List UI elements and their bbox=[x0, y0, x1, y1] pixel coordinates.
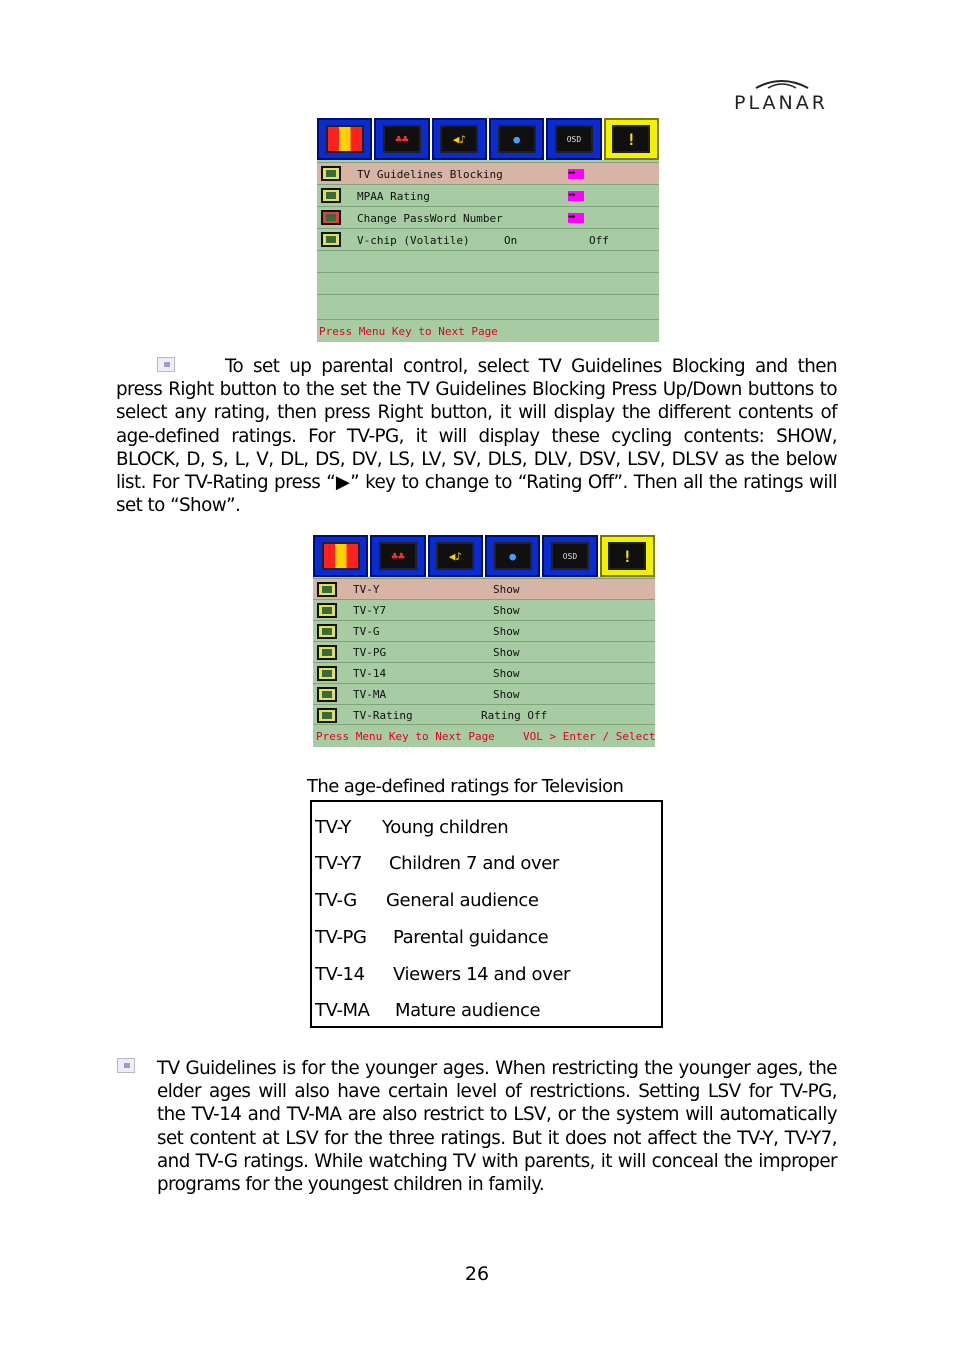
arrow-right-icon: ➡ bbox=[568, 191, 588, 201]
rating-description: Children 7 and over bbox=[389, 853, 559, 874]
rating-label: TV-Y7 bbox=[353, 604, 387, 617]
tab-people[interactable] bbox=[370, 535, 425, 577]
rating-description: Mature audience bbox=[395, 1000, 541, 1021]
v-chip-option-on[interactable]: On bbox=[504, 234, 518, 247]
logo-text: PLANAR bbox=[734, 92, 828, 114]
menu-item-tv-guidelines-blocking[interactable] bbox=[317, 162, 659, 184]
rating-row-tv-pg[interactable] bbox=[313, 641, 655, 662]
rating-value[interactable]: Show bbox=[493, 604, 520, 617]
bullet-icon bbox=[117, 1058, 135, 1073]
osd-menu-parental bbox=[317, 118, 659, 342]
tab-globe[interactable] bbox=[489, 118, 544, 160]
footer-hint: Press Menu Key to Next Page bbox=[316, 730, 495, 743]
arrow-right-icon: ➡ bbox=[568, 213, 588, 223]
rating-description: Viewers 14 and over bbox=[393, 964, 571, 985]
rating-row-tv-y7[interactable] bbox=[313, 599, 655, 620]
people-icon: ♣♣ bbox=[383, 125, 421, 153]
tab-parental[interactable] bbox=[604, 118, 659, 160]
tab-globe[interactable] bbox=[485, 535, 540, 577]
tab-picture[interactable] bbox=[317, 118, 372, 160]
people-icon: ♣♣ bbox=[379, 542, 417, 570]
paragraph-parental-setup: To set up parental control, select TV Guidelines Blocking and then press Right button to the set the TV Guidelines Blocking Press Up/Down buttons to select any rating, then press Right button, it will display the different contents of age-defined ratings. For TV-PG, it will display these cycling contents: SHOW, BLOCK, D, S, L, V, DL, DS, DV, LS, LV, SV, DLS, DLV, DSV, LSV, DLSV as the below list. For TV-Rating press “▶” key to change to “Rating Off”. Then all the ratings will set to “Show”. bbox=[116, 356, 837, 517]
rating-label: TV-G bbox=[353, 625, 380, 638]
planar-logo bbox=[722, 76, 840, 116]
menu-item-label: TV Guidelines Blocking bbox=[357, 168, 503, 181]
tv-icon bbox=[317, 582, 337, 597]
rating-label: TV-MA bbox=[353, 688, 387, 701]
logo-swoosh-icon bbox=[752, 76, 812, 92]
osd-menu-tv-ratings bbox=[313, 535, 655, 747]
tv-icon bbox=[317, 624, 337, 639]
rating-value[interactable]: Show bbox=[493, 688, 520, 701]
tab-audio[interactable] bbox=[432, 118, 487, 160]
speaker-icon: ◀♪ bbox=[440, 125, 478, 153]
arrow-right-icon: ➡ bbox=[568, 169, 588, 179]
tab-picture[interactable] bbox=[313, 535, 368, 577]
rating-value[interactable]: Show bbox=[493, 667, 520, 680]
rating-value[interactable]: Show bbox=[493, 625, 520, 638]
tv-icon bbox=[317, 645, 337, 660]
ratings-caption: The age-defined ratings for Television bbox=[307, 776, 624, 797]
rating-description: General audience bbox=[386, 890, 539, 911]
exclamation-icon: ! bbox=[608, 542, 646, 570]
menu-item-change-password[interactable] bbox=[317, 206, 659, 228]
osd-tab-bar bbox=[317, 118, 659, 160]
rating-code: TV-MA bbox=[315, 1000, 370, 1021]
rating-row-tv-y[interactable] bbox=[313, 578, 655, 599]
rating-value[interactable]: Show bbox=[493, 646, 520, 659]
tv-icon bbox=[321, 166, 341, 181]
osd-footer bbox=[317, 319, 659, 342]
osd-tab-bar bbox=[313, 535, 655, 577]
rating-row-tv-ma[interactable] bbox=[313, 683, 655, 704]
rating-label: TV-14 bbox=[353, 667, 387, 680]
rating-value[interactable]: Rating Off bbox=[481, 709, 548, 722]
tab-osd[interactable] bbox=[542, 535, 597, 577]
v-chip-option-off[interactable]: Off bbox=[589, 234, 609, 247]
osd-footer bbox=[313, 724, 655, 747]
rating-code: TV-G bbox=[315, 890, 357, 911]
tv-icon bbox=[317, 603, 337, 618]
tab-audio[interactable] bbox=[428, 535, 483, 577]
rating-description: Young children bbox=[382, 817, 509, 838]
rating-label: TV-Rating bbox=[353, 709, 413, 722]
menu-item-label: V-chip (Volatile) bbox=[357, 234, 470, 247]
tv-icon bbox=[321, 188, 341, 203]
tv-icon bbox=[317, 708, 337, 723]
rating-row-tv-g[interactable] bbox=[313, 620, 655, 641]
menu-item-mpaa-rating[interactable] bbox=[317, 184, 659, 206]
exclamation-icon: ! bbox=[612, 125, 650, 153]
rating-value[interactable]: Show bbox=[493, 583, 520, 596]
speaker-icon: ◀♪ bbox=[436, 542, 474, 570]
color-bars-icon bbox=[326, 125, 364, 153]
rating-row-tv-rating[interactable] bbox=[313, 704, 655, 725]
globe-icon: ● bbox=[494, 542, 532, 570]
tv-icon bbox=[317, 687, 337, 702]
paragraph-tv-guidelines: TV Guidelines is for the younger ages. When restricting the younger ages, the elder ages will also have certain level of restrictions. Setting LSV for TV-PG, the TV-14 and TV-MA are also restrict to LSV, or the system will automatically set content at LSV for the three ratings. But it does not affect the TV-Y, TV-Y7, and TV-G ratings. While watching TV with parents, it will conceal the improper programs for the youngest children in family. bbox=[157, 1058, 837, 1196]
page-number: 26 bbox=[464, 1263, 490, 1285]
footer-hint: Press Menu Key to Next Page bbox=[319, 325, 498, 338]
rating-row-tv-14[interactable] bbox=[313, 662, 655, 683]
v-chip-icon bbox=[321, 232, 341, 247]
menu-empty-row bbox=[317, 250, 659, 272]
ratings-table bbox=[310, 800, 663, 1028]
color-bars-icon bbox=[322, 542, 360, 570]
menu-item-label: MPAA Rating bbox=[357, 190, 430, 203]
tab-parental[interactable] bbox=[600, 535, 655, 577]
menu-empty-row bbox=[317, 272, 659, 294]
tv-icon bbox=[317, 666, 337, 681]
osd-icon: OSD bbox=[555, 125, 593, 153]
menu-empty-row bbox=[317, 294, 659, 316]
password-icon bbox=[321, 210, 341, 225]
rating-label: TV-PG bbox=[353, 646, 387, 659]
tab-people[interactable] bbox=[374, 118, 429, 160]
menu-item-label: Change PassWord Number bbox=[357, 212, 503, 225]
rating-code: TV-Y bbox=[315, 817, 352, 838]
rating-code: TV-Y7 bbox=[315, 853, 363, 874]
footer-vol-hint: VOL > Enter / Select bbox=[523, 730, 656, 743]
rating-label: TV-Y bbox=[353, 583, 380, 596]
rating-description: Parental guidance bbox=[393, 927, 549, 948]
rating-code: TV-PG bbox=[315, 927, 367, 948]
osd-icon: OSD bbox=[551, 542, 589, 570]
tab-osd[interactable] bbox=[546, 118, 601, 160]
rating-code: TV-14 bbox=[315, 964, 365, 985]
menu-item-v-chip[interactable] bbox=[317, 228, 659, 250]
globe-icon: ● bbox=[498, 125, 536, 153]
